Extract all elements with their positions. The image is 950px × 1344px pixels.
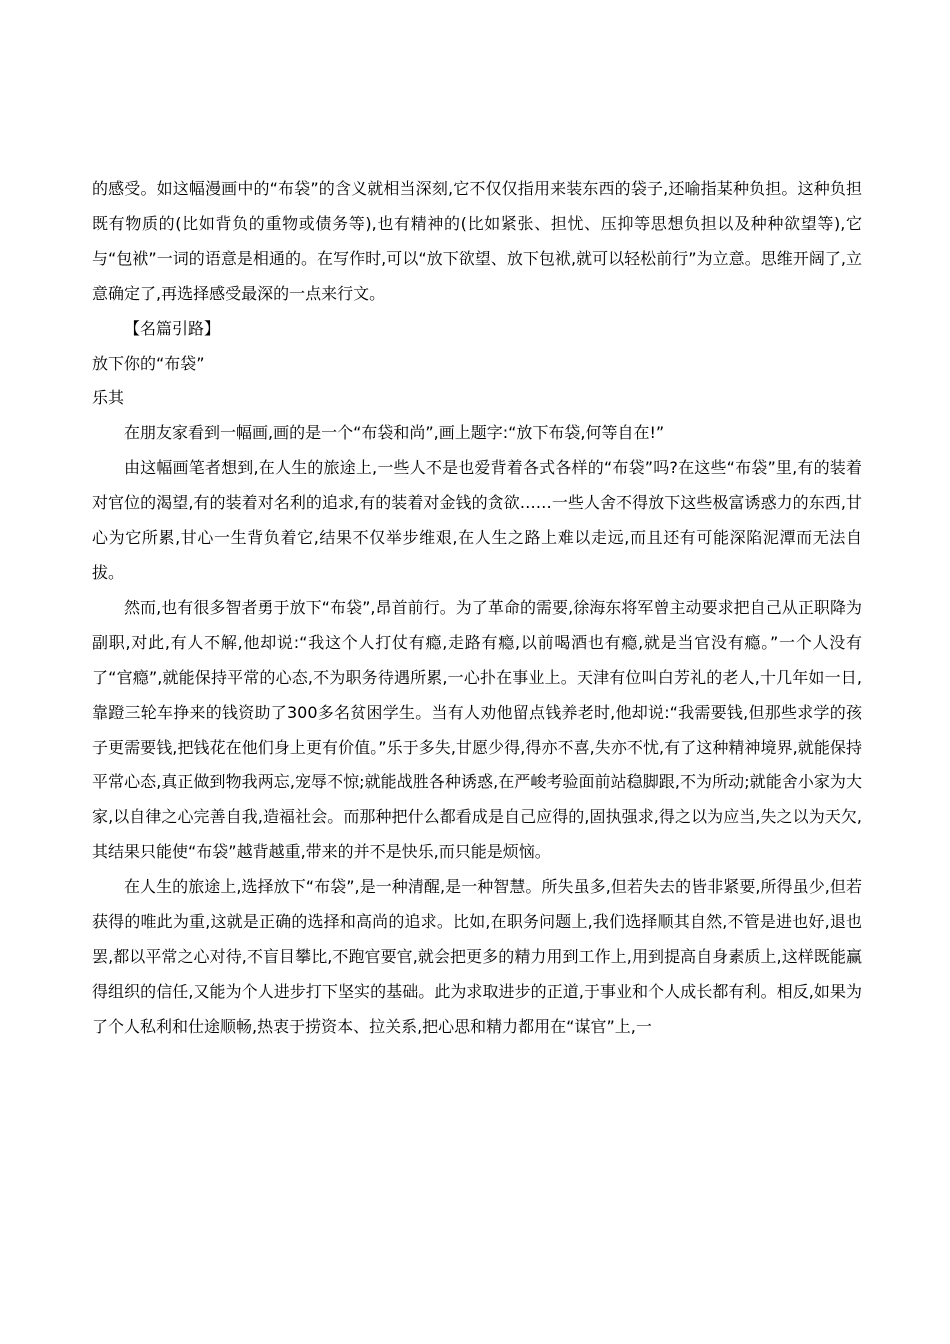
intro-paragraph: 的感受。如这幅漫画中的“布袋”的含义就相当深刻,它不仅仅指用来装东西的袋子,还喻指某种负担。这种负担既有物质的(比如背负的重物或债务等),也有精神的(比如紧张、担忧、压抑等思想负担以及种种欲望等),它与“包袱”一词的语意是相通的。在写作时,可以“放下欲望、放下包袱,就可以轻松前行”为立意。思维开阔了,立意确定了,再选择感受最深的一点来行文。 (92, 179, 862, 303)
essay-paragraph-2: 由这幅画笔者想到,在人生的旅途上,一些人不是也爱背着各式各样的“布袋”吗?在这些“布袋”里,有的装着对官位的渴望,有的装着对名利的追求,有的装着对金钱的贪欲……一些人舍不得放下这些极富诱惑力的东西,甘心为它所累,甘心一生背负着它,结果不仅举步维艰,在人生之路上难以走远,而且还有可能深陷泥潭而无法自拔。 (92, 458, 862, 582)
essay-paragraph-4: 在人生的旅途上,选择放下“布袋”,是一种清醒,是一种智慧。所失虽多,但若失去的皆非紧要,所得虽少,但若获得的唯此为重,这就是正确的选择和高尚的追求。比如,在职务问题上,我们选择顺其自然,不管是进也好,退也罢,都以平常之心对待,不盲目攀比,不跑官要官,就会把更多的精力用到工作上,用到提高自身素质上,这样既能赢得组织的信任,又能为个人进步打下坚实的基础。此为求取进步的正道,于事业和个人成长都有利。相反,如果为了个人私利和仕途顺畅,热衷于捞资本、拉关系,把心思和精力都用在“谋官”上,一 (92, 877, 862, 1036)
essay-paragraph-3: 然而,也有很多智者勇于放下“布袋”,昂首前行。为了革命的需要,徐海东将军曾主动要求把自己从正职降为副职,对此,有人不解,他却说:“我这个人打仗有瘾,走路有瘾,以前喝酒也有瘾,就是当官没有瘾。”一个人没有了“官瘾”,就能保持平常的心态,不为职务待遇所累,一心扑在事业上。天津有位叫白芳礼的老人,十几年如一日,靠蹬三轮车挣来的钱资助了300多名贫困学生。当有人劝他留点钱养老时,他却说:“我需要钱,但那些求学的孩子更需要钱,把钱花在他们身上更有价值。”乐于多失,甘愿少得,得亦不喜,失亦不忧,有了这种精神境界,就能保持平常心态,真正做到物我两忘,宠辱不惊;就能战胜各种诱惑,在严峻考验面前站稳脚跟,不为所动;就能舍小家为大家,以自律之心完善自我,造福社会。而那种把什么都看成是自己应得的,固执强求,得之以为应当,失之以为天欠,其结果只能使“布袋”越背越重,带来的并不是快乐,而只能是烦恼。 (92, 597, 862, 862)
essay-paragraph-1: 在朋友家看到一幅画,画的是一个“布袋和尚”,画上题字:“放下布袋,何等自在!” (124, 423, 665, 443)
section-heading: 【名篇引路】 (124, 318, 221, 338)
document-page (92, 172, 862, 1045)
essay-author: 乐其 (92, 388, 125, 408)
essay-title: 放下你的“布袋” (92, 353, 205, 373)
